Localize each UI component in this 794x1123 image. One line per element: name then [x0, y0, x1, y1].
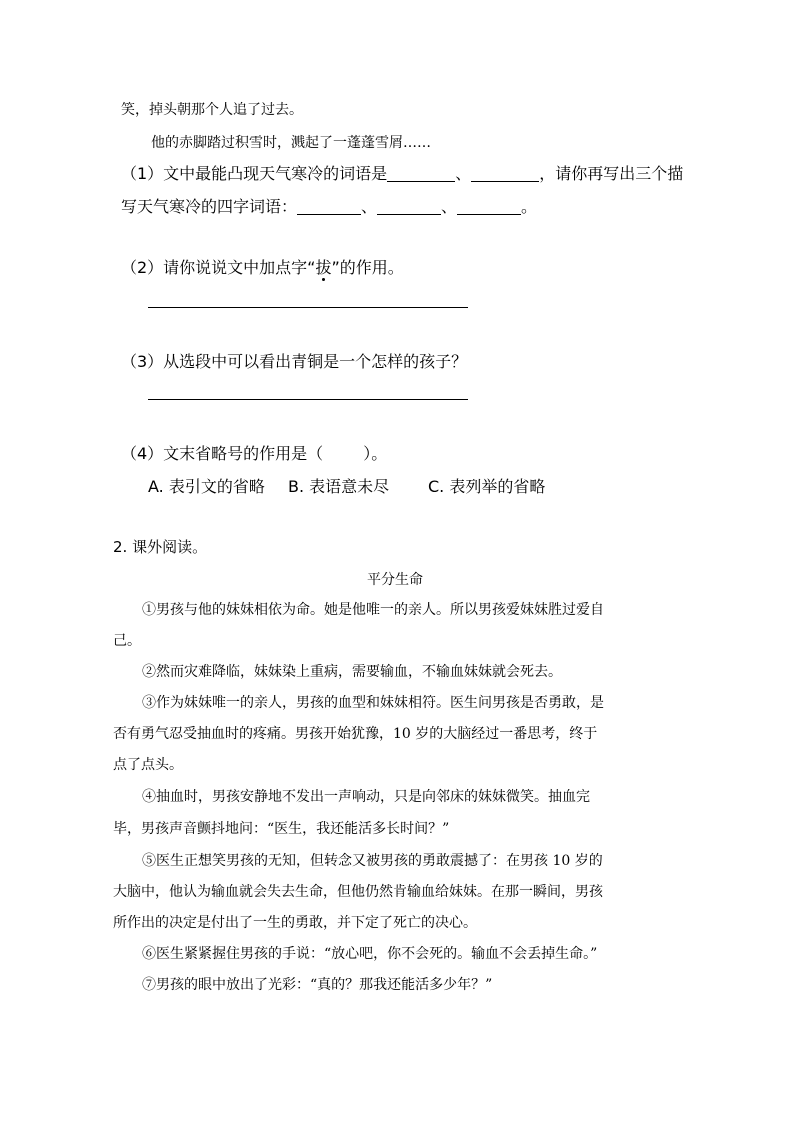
paragraph-line: ④抽血时，男孩安静地不发出一声响动，只是向邻床的妹妹微笑。抽血完 [142, 789, 590, 805]
separator: 、 [441, 197, 458, 216]
paragraph-line: 己。 [113, 633, 141, 649]
question-1-prompt-cont: ，请你再写出三个描 [539, 164, 684, 183]
answer-line-2[interactable] [148, 307, 468, 308]
paragraph-line: ⑥医生紧紧握住男孩的手说：“放心吧，你不会死的。输血不会丢掉生命。” [142, 946, 598, 962]
paragraph-line: 点了点头。 [113, 757, 183, 773]
paragraph-line: 大脑中，他认为输血就会失去生命，但他仍然肯输血给妹妹。在那一瞬间，男孩 [113, 884, 603, 900]
paragraph-line: 所作出的决定是付出了一生的勇敢，并下定了死亡的决心。 [113, 915, 477, 931]
period: 。 [521, 197, 538, 216]
paragraph-line: ②然而灾难降临，妹妹染上重病，需要输血，不输血妹妹就会死去。 [142, 664, 562, 680]
passage-line-1: 笑，掉头朝那个人追了过去。 [121, 102, 303, 118]
emphasized-character: 拔 [315, 258, 332, 277]
paragraph-line: ⑤医生正想笑男孩的无知，但转念又被男孩的勇敢震撼了：在男孩 10 岁的 [142, 853, 603, 869]
question-4 [121, 446, 387, 462]
question-1-line-2 [121, 199, 537, 215]
question-1-prompt: （1）文中最能凸现天气寒冷的词语是 [121, 164, 388, 183]
question-4-prompt: （4）文末省略号的作用是（ [121, 444, 324, 463]
answer-blank-1e[interactable] [457, 200, 521, 215]
option-c[interactable]: C. 表列举的省略 [428, 477, 546, 496]
option-b[interactable]: B. 表语意未尽 [288, 477, 390, 496]
paragraph-line: ③作为妹妹唯一的亲人，男孩的血型和妹妹相符。医生问男孩是否勇敢，是 [142, 695, 604, 711]
question-2-prompt-end: ”的作用。 [331, 258, 404, 277]
paragraph-line: ①男孩与他的妹妹相依为命。她是他唯一的亲人。所以男孩爱妹妹胜过爱自 [142, 602, 604, 618]
separator: 、 [361, 197, 378, 216]
answer-blank-1c[interactable] [297, 200, 361, 215]
separator: 、 [455, 164, 472, 183]
answer-line-3[interactable] [148, 399, 468, 400]
answer-blank-1a[interactable] [387, 167, 455, 182]
question-4-options [148, 479, 545, 495]
paragraph-line: 毕，男孩声音颤抖地问：“医生，我还能活多长时间？” [113, 821, 450, 837]
question-1-line-1 [121, 166, 683, 182]
paragraph-line: 否有勇气忍受抽血时的疼痛。男孩开始犹豫，10 岁的大脑经过一番思考，终于 [113, 726, 598, 742]
option-a[interactable]: A. 表引文的省略 [148, 477, 265, 496]
section-heading: 2. 课外阅读。 [113, 538, 208, 556]
question-4-prompt-end: ）。 [363, 444, 388, 463]
article-title: 平分生命 [367, 572, 423, 588]
answer-blank-1d[interactable] [377, 200, 441, 215]
question-1-prompt-2: 写天气寒冷的四字词语： [121, 197, 298, 216]
question-2 [121, 260, 404, 276]
question-2-prompt: （2）请你说说文中加点字“ [121, 258, 316, 277]
question-3: （3）从选段中可以看出青铜是一个怎样的孩子？ [121, 352, 468, 371]
answer-blank-1b[interactable] [471, 167, 539, 182]
passage-line-2: 他的赤脚踏过积雪时，溅起了一蓬蓬雪屑…… [151, 135, 431, 151]
paragraph-line: ⑦男孩的眼中放出了光彩：“真的？那我还能活多少年？” [142, 977, 493, 993]
